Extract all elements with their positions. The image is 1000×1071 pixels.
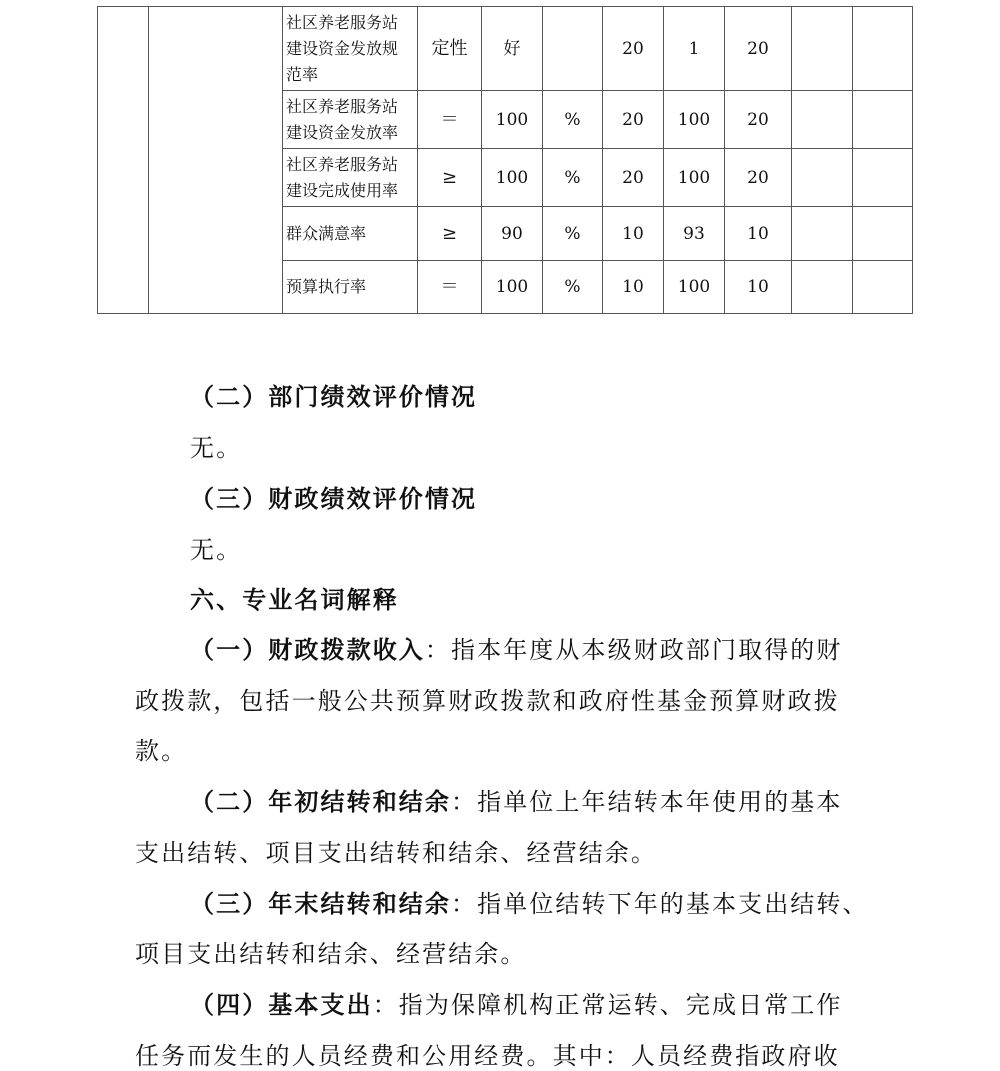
- blank-cell-col-b: [149, 7, 283, 314]
- empty-cell-extra-2: [853, 261, 913, 314]
- indicator-line: 范率: [286, 64, 319, 84]
- symbol-cell: ≥: [418, 207, 482, 261]
- term4-line1: （四）基本支出：指为保障机构正常运转、完成日常工作: [190, 990, 843, 1019]
- empty-cell-extra-1: [792, 149, 853, 207]
- symbol-cell: 定性: [418, 7, 482, 91]
- weight-cell: 10: [603, 261, 664, 314]
- term4-label: （四）基本支出: [190, 990, 373, 1019]
- empty-cell-extra-2: [853, 207, 913, 261]
- indicator-line: 社区养老服务站: [286, 12, 399, 32]
- weight-cell: 20: [603, 91, 664, 149]
- finance-eval-heading: （三）财政绩效评价情况: [190, 484, 478, 513]
- dept-eval-body: 无。: [190, 434, 243, 462]
- term4-line2: 任务而发生的人员经费和公用经费。其中：人员经费指政府收: [135, 1042, 840, 1070]
- symbol-cell: ＝: [418, 91, 482, 149]
- actual-cell: 100: [664, 261, 725, 314]
- score-cell: 20: [725, 149, 792, 207]
- target-cell: 100: [482, 261, 543, 314]
- unit-cell: %: [543, 261, 603, 314]
- empty-cell-extra-2: [853, 7, 913, 91]
- empty-cell-extra-1: [792, 91, 853, 149]
- glossary-heading: 六、专业名词解释: [190, 585, 399, 614]
- empty-cell-extra-1: [792, 261, 853, 314]
- term1-line2: 政拨款，包括一般公共预算财政拨款和政府性基金预算财政拨: [135, 687, 840, 715]
- empty-cell-extra-2: [853, 149, 913, 207]
- indicator-line: 群众满意率: [286, 223, 367, 243]
- term2-label: （二）年初结转和结余: [190, 787, 451, 816]
- indicator-cell: [283, 149, 418, 207]
- score-cell: 20: [725, 7, 792, 91]
- unit-cell: [543, 7, 603, 91]
- term3-line1: （三）年末结转和结余：指单位结转下年的基本支出结转、: [190, 889, 869, 918]
- table-row: [98, 7, 913, 91]
- actual-cell: 100: [664, 149, 725, 207]
- indicator-line: 建设资金发放规: [286, 38, 399, 58]
- weight-cell: 20: [603, 149, 664, 207]
- unit-cell: %: [543, 91, 603, 149]
- indicator-line: 社区养老服务站: [286, 154, 399, 174]
- finance-eval-body: 无。: [190, 536, 243, 564]
- term3-label: （三）年末结转和结余: [190, 889, 451, 918]
- dept-eval-heading: （二）部门绩效评价情况: [190, 382, 478, 411]
- target-cell: 90: [482, 207, 543, 261]
- indicator-cell: [283, 91, 418, 149]
- term1-line3: 款。: [135, 737, 188, 765]
- target-cell: 100: [482, 91, 543, 149]
- indicator-line: 建设资金发放率: [286, 122, 399, 142]
- indicator-cell: [283, 7, 418, 91]
- indicator-line: 社区养老服务站: [286, 96, 399, 116]
- indicator-cell: [283, 261, 418, 314]
- score-cell: 20: [725, 91, 792, 149]
- indicator-cell: [283, 207, 418, 261]
- term1-label: （一）财政拨款收入: [190, 635, 425, 664]
- weight-cell: 10: [603, 207, 664, 261]
- symbol-cell: ≥: [418, 149, 482, 207]
- symbol-cell: ＝: [418, 261, 482, 314]
- score-cell: 10: [725, 261, 792, 314]
- actual-cell: 100: [664, 91, 725, 149]
- term2-line1: （二）年初结转和结余：指单位上年结转本年使用的基本: [190, 787, 843, 816]
- actual-cell: 93: [664, 207, 725, 261]
- indicator-line: 预算执行率: [286, 277, 367, 296]
- term2-line2: 支出结转、项目支出结转和结余、经营结余。: [135, 839, 657, 867]
- score-cell: 10: [725, 207, 792, 261]
- unit-cell: %: [543, 207, 603, 261]
- weight-cell: 20: [603, 7, 664, 91]
- performance-table: [97, 6, 913, 314]
- term3-line2: 项目支出结转和结余、经营结余。: [135, 940, 527, 968]
- term1-line1: （一）财政拨款收入：指本年度从本级财政部门取得的财: [190, 635, 843, 664]
- empty-cell-extra-1: [792, 207, 853, 261]
- target-cell: 好: [482, 7, 543, 91]
- actual-cell: 1: [664, 7, 725, 91]
- empty-cell-extra-1: [792, 7, 853, 91]
- target-cell: 100: [482, 149, 543, 207]
- indicator-line: 建设完成使用率: [286, 180, 399, 200]
- blank-cell-col-a: [98, 7, 149, 314]
- unit-cell: %: [543, 149, 603, 207]
- empty-cell-extra-2: [853, 91, 913, 149]
